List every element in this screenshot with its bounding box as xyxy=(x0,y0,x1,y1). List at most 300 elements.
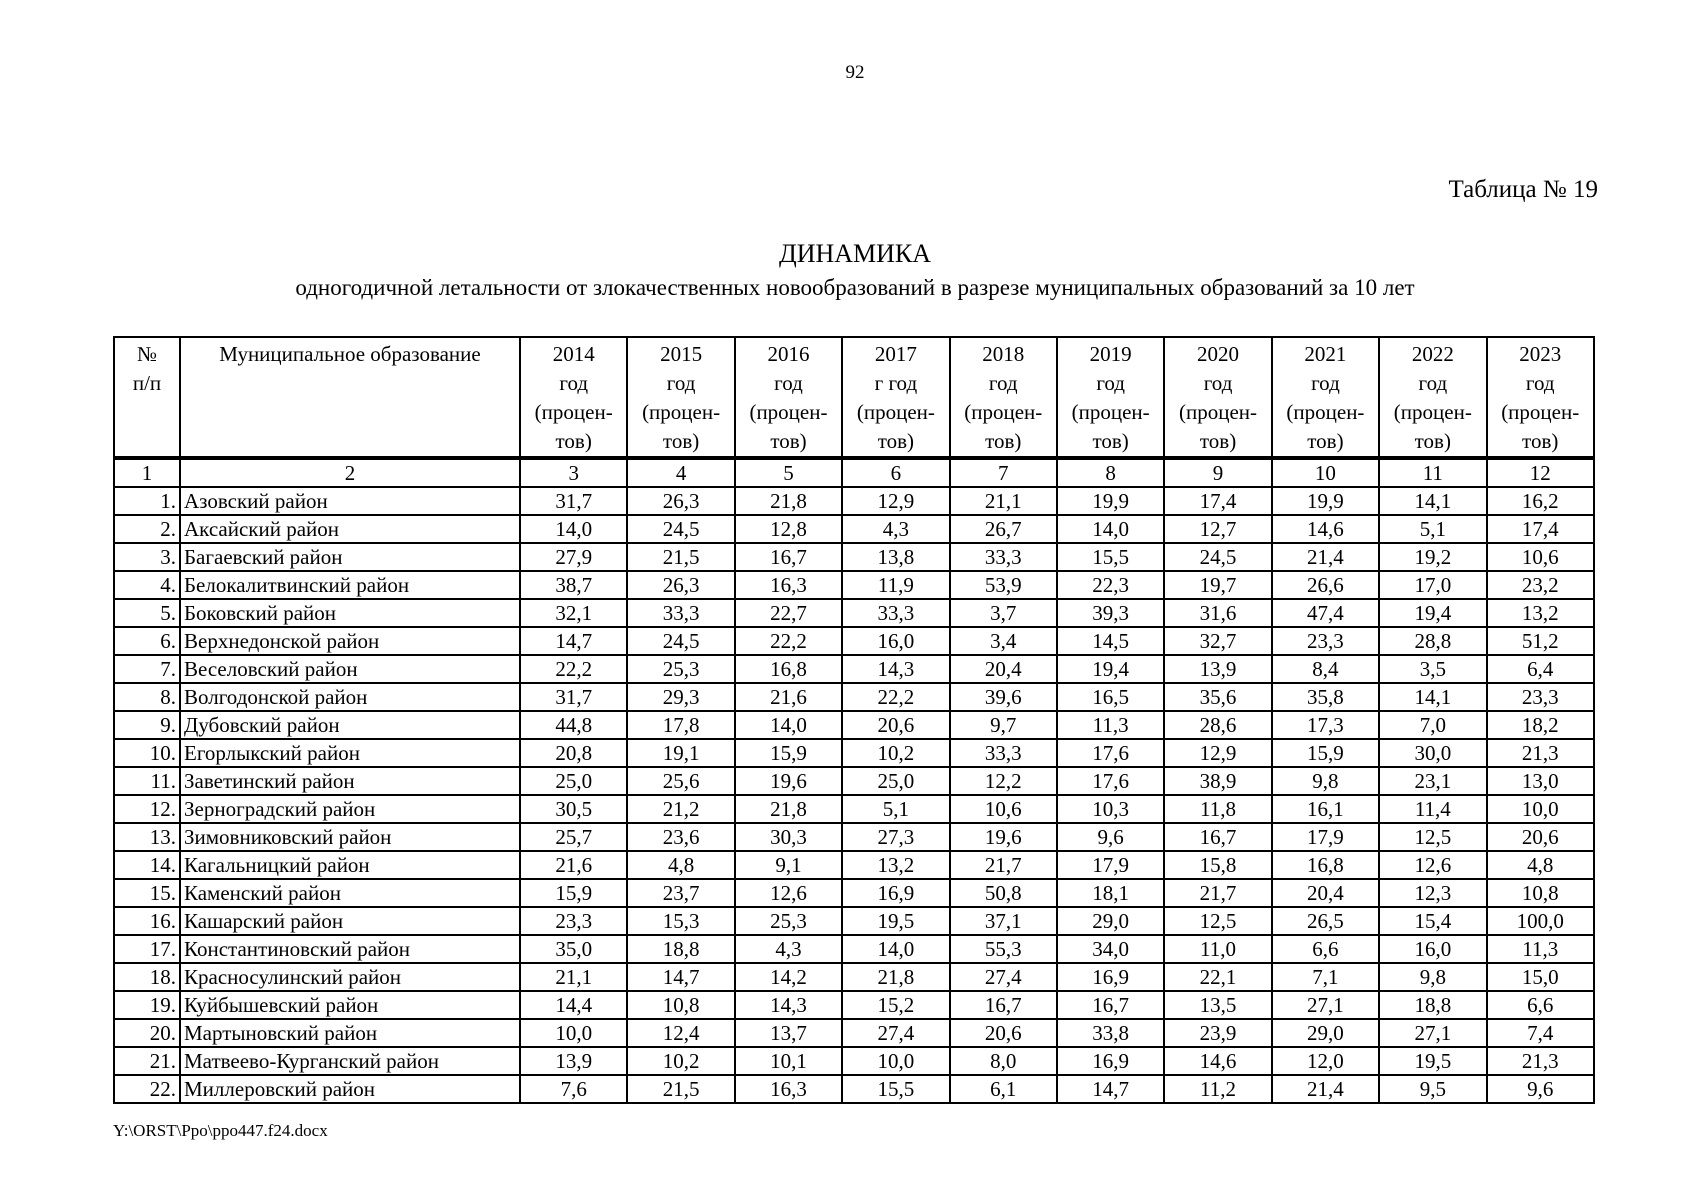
municipality-name: Аксайский район xyxy=(180,515,520,543)
lethality-value: 35,6 xyxy=(1164,683,1271,711)
table-row xyxy=(114,655,1594,683)
lethality-value: 14,7 xyxy=(1057,1075,1164,1103)
lethality-value: 15,3 xyxy=(627,907,734,935)
mortality-table xyxy=(113,336,1595,1104)
header-year: 2014 год (процен- тов) xyxy=(520,337,627,458)
lethality-value: 23,3 xyxy=(520,907,627,935)
lethality-value: 22,2 xyxy=(842,683,949,711)
municipality-name: Багаевский район xyxy=(180,543,520,571)
row-number: 3. xyxy=(114,543,180,571)
row-number: 4. xyxy=(114,571,180,599)
document-subtitle: одногодичной летальности от злокачественных новообразований в разрезе муниципальных образований за 10 лет xyxy=(295,275,1415,300)
table-row xyxy=(114,907,1594,935)
lethality-value: 19,5 xyxy=(1379,1047,1486,1075)
lethality-value: 21,8 xyxy=(735,487,842,515)
lethality-value: 11,8 xyxy=(1164,795,1271,823)
municipality-name: Азовский район xyxy=(180,487,520,515)
lethality-value: 17,0 xyxy=(1379,571,1486,599)
lethality-value: 11,3 xyxy=(1487,935,1594,963)
lethality-value: 3,4 xyxy=(950,627,1057,655)
lethality-value: 19,9 xyxy=(1057,487,1164,515)
lethality-value: 25,3 xyxy=(627,655,734,683)
lethality-value: 35,8 xyxy=(1272,683,1379,711)
header-row xyxy=(114,337,1594,458)
lethality-value: 10,6 xyxy=(1487,543,1594,571)
lethality-value: 27,1 xyxy=(1379,1019,1486,1047)
table-row xyxy=(114,851,1594,879)
lethality-value: 37,1 xyxy=(950,907,1057,935)
lethality-value: 25,6 xyxy=(627,767,734,795)
lethality-value: 16,7 xyxy=(735,543,842,571)
lethality-value: 3,7 xyxy=(950,599,1057,627)
row-number: 2. xyxy=(114,515,180,543)
lethality-value: 22,3 xyxy=(1057,571,1164,599)
column-number: 1 xyxy=(114,458,180,487)
lethality-value: 10,8 xyxy=(1487,879,1594,907)
lethality-value: 21,1 xyxy=(950,487,1057,515)
lethality-value: 39,3 xyxy=(1057,599,1164,627)
lethality-value: 13,7 xyxy=(735,1019,842,1047)
table-row xyxy=(114,963,1594,991)
lethality-value: 33,3 xyxy=(950,543,1057,571)
lethality-value: 17,3 xyxy=(1272,711,1379,739)
column-number: 12 xyxy=(1487,458,1594,487)
lethality-value: 13,2 xyxy=(1487,599,1594,627)
lethality-value: 21,2 xyxy=(627,795,734,823)
lethality-value: 24,5 xyxy=(1164,543,1271,571)
lethality-value: 14,3 xyxy=(735,991,842,1019)
row-number: 15. xyxy=(114,879,180,907)
lethality-value: 13,0 xyxy=(1487,767,1594,795)
lethality-value: 20,4 xyxy=(1272,879,1379,907)
table-row xyxy=(114,879,1594,907)
row-number: 10. xyxy=(114,739,180,767)
column-number: 5 xyxy=(735,458,842,487)
header-year: 2023 год (процен- тов) xyxy=(1487,337,1594,458)
table-row xyxy=(114,487,1594,515)
lethality-value: 23,6 xyxy=(627,823,734,851)
header-num: № п/п xyxy=(114,337,180,458)
column-number: 4 xyxy=(627,458,734,487)
lethality-value: 10,8 xyxy=(627,991,734,1019)
lethality-value: 20,6 xyxy=(1487,823,1594,851)
municipality-name: Егорлыкский район xyxy=(180,739,520,767)
lethality-value: 26,5 xyxy=(1272,907,1379,935)
lethality-value: 12,7 xyxy=(1164,515,1271,543)
header-year: 2019 год (процен- тов) xyxy=(1057,337,1164,458)
lethality-value: 15,9 xyxy=(1272,739,1379,767)
lethality-value: 27,4 xyxy=(950,963,1057,991)
lethality-value: 24,5 xyxy=(627,627,734,655)
table-row xyxy=(114,739,1594,767)
column-number: 7 xyxy=(950,458,1057,487)
header-year: 2020 год (процен- тов) xyxy=(1164,337,1271,458)
lethality-value: 10,1 xyxy=(735,1047,842,1075)
municipality-name: Миллеровский район xyxy=(180,1075,520,1103)
lethality-value: 22,7 xyxy=(735,599,842,627)
document-title: ДИНАМИКА xyxy=(778,239,932,268)
row-number: 9. xyxy=(114,711,180,739)
row-number: 1. xyxy=(114,487,180,515)
municipality-name: Куйбышевский район xyxy=(180,991,520,1019)
table-row xyxy=(114,795,1594,823)
lethality-value: 16,3 xyxy=(735,571,842,599)
lethality-value: 26,3 xyxy=(627,571,734,599)
lethality-value: 35,0 xyxy=(520,935,627,963)
lethality-value: 4,3 xyxy=(735,935,842,963)
lethality-value: 38,7 xyxy=(520,571,627,599)
municipality-name: Волгодонской район xyxy=(180,683,520,711)
table-row xyxy=(114,1047,1594,1075)
municipality-name: Константиновский район xyxy=(180,935,520,963)
lethality-value: 25,0 xyxy=(842,767,949,795)
lethality-value: 16,9 xyxy=(1057,1047,1164,1075)
table-row xyxy=(114,683,1594,711)
lethality-value: 10,0 xyxy=(1487,795,1594,823)
lethality-value: 17,6 xyxy=(1057,739,1164,767)
lethality-value: 27,4 xyxy=(842,1019,949,1047)
lethality-value: 15,4 xyxy=(1379,907,1486,935)
lethality-value: 23,9 xyxy=(1164,1019,1271,1047)
lethality-value: 22,2 xyxy=(735,627,842,655)
page-number: 92 xyxy=(845,62,865,83)
lethality-value: 33,8 xyxy=(1057,1019,1164,1047)
column-number-row xyxy=(114,458,1594,487)
lethality-value: 6,4 xyxy=(1487,655,1594,683)
header-municipality: Муниципальное образование xyxy=(180,337,520,458)
lethality-value: 10,0 xyxy=(520,1019,627,1047)
lethality-value: 14,5 xyxy=(1057,627,1164,655)
municipality-name: Зерноградский район xyxy=(180,795,520,823)
lethality-value: 31,7 xyxy=(520,683,627,711)
lethality-value: 9,8 xyxy=(1272,767,1379,795)
lethality-value: 11,2 xyxy=(1164,1075,1271,1103)
lethality-value: 10,2 xyxy=(842,739,949,767)
lethality-value: 28,8 xyxy=(1379,627,1486,655)
lethality-value: 11,9 xyxy=(842,571,949,599)
lethality-value: 26,6 xyxy=(1272,571,1379,599)
lethality-value: 11,0 xyxy=(1164,935,1271,963)
lethality-value: 28,6 xyxy=(1164,711,1271,739)
lethality-value: 15,5 xyxy=(842,1075,949,1103)
row-number: 14. xyxy=(114,851,180,879)
header-year: 2022 год (процен- тов) xyxy=(1379,337,1486,458)
lethality-value: 27,1 xyxy=(1272,991,1379,1019)
lethality-value: 22,2 xyxy=(520,655,627,683)
lethality-value: 25,0 xyxy=(520,767,627,795)
lethality-value: 19,6 xyxy=(950,823,1057,851)
lethality-value: 12,3 xyxy=(1379,879,1486,907)
lethality-value: 15,0 xyxy=(1487,963,1594,991)
lethality-value: 32,7 xyxy=(1164,627,1271,655)
lethality-value: 21,4 xyxy=(1272,1075,1379,1103)
lethality-value: 14,4 xyxy=(520,991,627,1019)
row-number: 5. xyxy=(114,599,180,627)
table-row xyxy=(114,1075,1594,1103)
lethality-value: 10,3 xyxy=(1057,795,1164,823)
lethality-value: 14,0 xyxy=(735,711,842,739)
lethality-value: 31,6 xyxy=(1164,599,1271,627)
lethality-value: 29,0 xyxy=(1057,907,1164,935)
lethality-value: 12,2 xyxy=(950,767,1057,795)
lethality-value: 19,4 xyxy=(1379,599,1486,627)
lethality-value: 18,8 xyxy=(1379,991,1486,1019)
lethality-value: 21,8 xyxy=(735,795,842,823)
lethality-value: 9,7 xyxy=(950,711,1057,739)
lethality-value: 44,8 xyxy=(520,711,627,739)
lethality-value: 14,2 xyxy=(735,963,842,991)
table-label: Таблица № 19 xyxy=(1448,176,1598,203)
lethality-value: 38,9 xyxy=(1164,767,1271,795)
lethality-value: 5,1 xyxy=(842,795,949,823)
lethality-value: 21,3 xyxy=(1487,1047,1594,1075)
lethality-value: 16,3 xyxy=(735,1075,842,1103)
lethality-value: 9,6 xyxy=(1487,1075,1594,1103)
municipality-name: Белокалитвинский район xyxy=(180,571,520,599)
lethality-value: 22,1 xyxy=(1164,963,1271,991)
lethality-value: 14,0 xyxy=(1057,515,1164,543)
lethality-value: 12,4 xyxy=(627,1019,734,1047)
lethality-value: 8,0 xyxy=(950,1047,1057,1075)
header-year: 2018 год (процен- тов) xyxy=(950,337,1057,458)
row-number: 20. xyxy=(114,1019,180,1047)
lethality-value: 5,1 xyxy=(1379,515,1486,543)
lethality-value: 12,6 xyxy=(735,879,842,907)
lethality-value: 10,6 xyxy=(950,795,1057,823)
lethality-value: 12,9 xyxy=(1164,739,1271,767)
lethality-value: 16,0 xyxy=(1379,935,1486,963)
lethality-value: 9,6 xyxy=(1057,823,1164,851)
lethality-value: 23,7 xyxy=(627,879,734,907)
lethality-value: 31,7 xyxy=(520,487,627,515)
lethality-value: 15,5 xyxy=(1057,543,1164,571)
lethality-value: 14,0 xyxy=(842,935,949,963)
footer-file-path: Y:\ORST\Ppo\ppo447.f24.docx xyxy=(113,1121,328,1140)
lethality-value: 21,5 xyxy=(627,1075,734,1103)
row-number: 17. xyxy=(114,935,180,963)
lethality-value: 19,6 xyxy=(735,767,842,795)
lethality-value: 12,8 xyxy=(735,515,842,543)
table-row xyxy=(114,627,1594,655)
row-number: 8. xyxy=(114,683,180,711)
lethality-value: 14,1 xyxy=(1379,683,1486,711)
lethality-value: 20,8 xyxy=(520,739,627,767)
lethality-value: 20,4 xyxy=(950,655,1057,683)
lethality-value: 14,1 xyxy=(1379,487,1486,515)
lethality-value: 50,8 xyxy=(950,879,1057,907)
lethality-value: 33,3 xyxy=(842,599,949,627)
lethality-value: 26,3 xyxy=(627,487,734,515)
lethality-value: 11,4 xyxy=(1379,795,1486,823)
column-number: 9 xyxy=(1164,458,1271,487)
lethality-value: 15,9 xyxy=(735,739,842,767)
lethality-value: 11,3 xyxy=(1057,711,1164,739)
table-row xyxy=(114,599,1594,627)
lethality-value: 33,3 xyxy=(627,599,734,627)
lethality-value: 25,7 xyxy=(520,823,627,851)
lethality-value: 15,2 xyxy=(842,991,949,1019)
lethality-value: 18,2 xyxy=(1487,711,1594,739)
municipality-name: Дубовский район xyxy=(180,711,520,739)
lethality-value: 4,8 xyxy=(1487,851,1594,879)
lethality-value: 14,6 xyxy=(1272,515,1379,543)
lethality-value: 55,3 xyxy=(950,935,1057,963)
municipality-name: Красносулинский район xyxy=(180,963,520,991)
municipality-name: Кашарский район xyxy=(180,907,520,935)
lethality-value: 16,8 xyxy=(735,655,842,683)
lethality-value: 27,9 xyxy=(520,543,627,571)
column-number: 11 xyxy=(1379,458,1486,487)
lethality-value: 6,6 xyxy=(1487,991,1594,1019)
lethality-value: 14,7 xyxy=(520,627,627,655)
lethality-value: 14,3 xyxy=(842,655,949,683)
municipality-name: Заветинский район xyxy=(180,767,520,795)
row-number: 18. xyxy=(114,963,180,991)
row-number: 6. xyxy=(114,627,180,655)
table-row xyxy=(114,935,1594,963)
lethality-value: 6,6 xyxy=(1272,935,1379,963)
row-number: 16. xyxy=(114,907,180,935)
table-row xyxy=(114,991,1594,1019)
lethality-value: 25,3 xyxy=(735,907,842,935)
table-row xyxy=(114,767,1594,795)
header-year: 2015 год (процен- тов) xyxy=(627,337,734,458)
lethality-value: 17,4 xyxy=(1164,487,1271,515)
municipality-name: Боковский район xyxy=(180,599,520,627)
column-number: 6 xyxy=(842,458,949,487)
lethality-value: 24,5 xyxy=(627,515,734,543)
lethality-value: 16,9 xyxy=(1057,963,1164,991)
table-row xyxy=(114,711,1594,739)
lethality-value: 30,0 xyxy=(1379,739,1486,767)
lethality-value: 21,7 xyxy=(950,851,1057,879)
lethality-value: 18,8 xyxy=(627,935,734,963)
lethality-value: 19,9 xyxy=(1272,487,1379,515)
lethality-value: 21,3 xyxy=(1487,739,1594,767)
row-number: 11. xyxy=(114,767,180,795)
lethality-value: 18,1 xyxy=(1057,879,1164,907)
lethality-value: 39,6 xyxy=(950,683,1057,711)
column-number: 10 xyxy=(1272,458,1379,487)
lethality-value: 16,2 xyxy=(1487,487,1594,515)
lethality-value: 9,5 xyxy=(1379,1075,1486,1103)
row-number: 13. xyxy=(114,823,180,851)
municipality-name: Верхнедонской район xyxy=(180,627,520,655)
column-number: 3 xyxy=(520,458,627,487)
lethality-value: 23,3 xyxy=(1487,683,1594,711)
lethality-value: 27,3 xyxy=(842,823,949,851)
lethality-value: 10,0 xyxy=(842,1047,949,1075)
lethality-value: 13,5 xyxy=(1164,991,1271,1019)
lethality-value: 30,3 xyxy=(735,823,842,851)
lethality-value: 9,8 xyxy=(1379,963,1486,991)
lethality-value: 29,3 xyxy=(627,683,734,711)
header-year: 2016 год (процен- тов) xyxy=(735,337,842,458)
lethality-value: 15,9 xyxy=(520,879,627,907)
lethality-value: 12,5 xyxy=(1164,907,1271,935)
lethality-value: 14,7 xyxy=(627,963,734,991)
lethality-value: 13,9 xyxy=(520,1047,627,1075)
lethality-value: 16,1 xyxy=(1272,795,1379,823)
table-row xyxy=(114,1019,1594,1047)
lethality-value: 19,7 xyxy=(1164,571,1271,599)
lethality-value: 51,2 xyxy=(1487,627,1594,655)
lethality-value: 33,3 xyxy=(950,739,1057,767)
lethality-value: 21,1 xyxy=(520,963,627,991)
lethality-value: 100,0 xyxy=(1487,907,1594,935)
lethality-value: 17,9 xyxy=(1272,823,1379,851)
municipality-name: Кагальницкий район xyxy=(180,851,520,879)
lethality-value: 16,9 xyxy=(842,879,949,907)
lethality-value: 17,4 xyxy=(1487,515,1594,543)
lethality-value: 21,5 xyxy=(627,543,734,571)
lethality-value: 15,8 xyxy=(1164,851,1271,879)
lethality-value: 29,0 xyxy=(1272,1019,1379,1047)
column-number: 8 xyxy=(1057,458,1164,487)
lethality-value: 8,4 xyxy=(1272,655,1379,683)
column-number: 2 xyxy=(180,458,520,487)
lethality-value: 7,1 xyxy=(1272,963,1379,991)
lethality-value: 10,2 xyxy=(627,1047,734,1075)
lethality-value: 7,6 xyxy=(520,1075,627,1103)
lethality-value: 17,9 xyxy=(1057,851,1164,879)
lethality-value: 19,1 xyxy=(627,739,734,767)
lethality-value: 13,8 xyxy=(842,543,949,571)
header-year: 2021 год (процен- тов) xyxy=(1272,337,1379,458)
lethality-value: 26,7 xyxy=(950,515,1057,543)
municipality-name: Мартыновский район xyxy=(180,1019,520,1047)
lethality-value: 16,7 xyxy=(1057,991,1164,1019)
lethality-value: 21,6 xyxy=(735,683,842,711)
table-row xyxy=(114,571,1594,599)
lethality-value: 4,3 xyxy=(842,515,949,543)
lethality-value: 23,3 xyxy=(1272,627,1379,655)
lethality-value: 23,1 xyxy=(1379,767,1486,795)
municipality-name: Веселовский район xyxy=(180,655,520,683)
lethality-value: 7,0 xyxy=(1379,711,1486,739)
lethality-value: 12,0 xyxy=(1272,1047,1379,1075)
lethality-value: 19,5 xyxy=(842,907,949,935)
lethality-value: 32,1 xyxy=(520,599,627,627)
lethality-value: 21,7 xyxy=(1164,879,1271,907)
lethality-value: 12,5 xyxy=(1379,823,1486,851)
lethality-value: 34,0 xyxy=(1057,935,1164,963)
row-number: 22. xyxy=(114,1075,180,1103)
lethality-value: 6,1 xyxy=(950,1075,1057,1103)
lethality-value: 21,8 xyxy=(842,963,949,991)
lethality-value: 12,9 xyxy=(842,487,949,515)
municipality-name: Матвеево-Курганский район xyxy=(180,1047,520,1075)
lethality-value: 14,6 xyxy=(1164,1047,1271,1075)
header-year: 2017 г год (процен- тов) xyxy=(842,337,949,458)
lethality-value: 4,8 xyxy=(627,851,734,879)
lethality-value: 21,4 xyxy=(1272,543,1379,571)
lethality-value: 14,0 xyxy=(520,515,627,543)
lethality-value: 17,8 xyxy=(627,711,734,739)
lethality-value: 19,4 xyxy=(1057,655,1164,683)
row-number: 21. xyxy=(114,1047,180,1075)
municipality-name: Каменский район xyxy=(180,879,520,907)
lethality-value: 16,7 xyxy=(1164,823,1271,851)
table-row xyxy=(114,543,1594,571)
lethality-value: 16,7 xyxy=(950,991,1057,1019)
lethality-value: 13,2 xyxy=(842,851,949,879)
lethality-value: 7,4 xyxy=(1487,1019,1594,1047)
lethality-value: 16,8 xyxy=(1272,851,1379,879)
lethality-value: 20,6 xyxy=(842,711,949,739)
lethality-value: 9,1 xyxy=(735,851,842,879)
lethality-value: 53,9 xyxy=(950,571,1057,599)
